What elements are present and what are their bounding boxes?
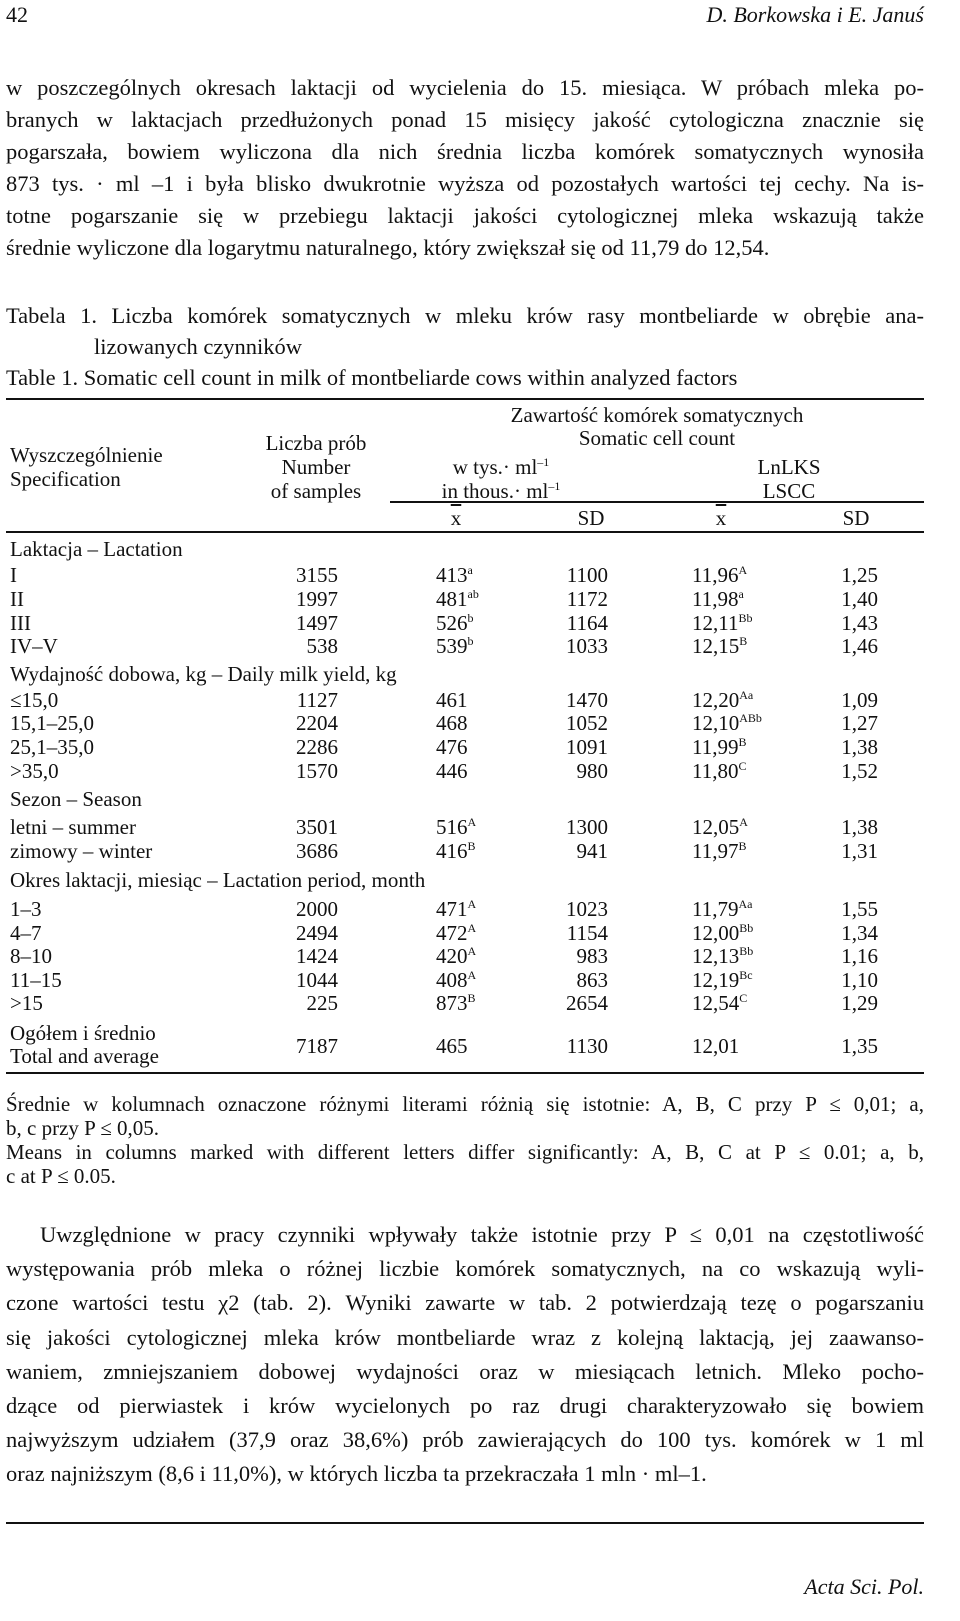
cell-ln-sd: 1,40 — [841, 587, 878, 611]
cell-ln-sd: 1,38 — [841, 735, 878, 759]
cell-sd: 863 — [576, 968, 608, 992]
caption-pl-line2: lizowanych czynników — [94, 334, 303, 359]
row-label: 15,1–25,0 — [10, 711, 94, 735]
footer-rule — [6, 1522, 924, 1524]
row-label: letni – summer — [10, 815, 136, 839]
table-notes — [6, 1092, 924, 1188]
header-lnlks: LnLKS — [757, 455, 821, 479]
cell-ln-mean: $12,19^{Bc}$ — [692, 968, 753, 992]
header-spec-pl: Wyszczególnienie — [10, 443, 163, 467]
header-sample-count — [246, 431, 386, 503]
cell-ln-mean: $12,11^{Bb}$ — [692, 611, 753, 635]
header-specification — [10, 443, 163, 491]
caption-en: Table 1. Somatic cell count in milk of montbeliarde cows within analyzed factors — [6, 365, 738, 390]
text-line: średnie wyliczone dla logarytmu naturalnego, który zwiększał się od 11,79 do 12,54. — [6, 235, 770, 260]
cell-mean: 476 — [436, 735, 468, 759]
cell-ln-mean: $12,13^{Bb}$ — [692, 944, 754, 968]
cell-ln-sd: 1,31 — [841, 839, 878, 863]
cell-mean: 539$^b$ — [436, 634, 474, 658]
cell-ln-sd: 1,29 — [841, 991, 878, 1015]
text-line: się jakości cytologicznej mleka krów montbeliarde wraz z kolejną laktacją, jej zaawanso- — [6, 1324, 924, 1350]
table-bottom-rule — [6, 1072, 924, 1074]
header-mean-2: $\overline{x}$ — [715, 506, 727, 530]
cell-ln-mean: $11,96^A$ — [692, 563, 748, 587]
note-en-line1: Means in columns marked with different letters differ significantly: A, B, C at P ≤ 0.01; a, b, — [6, 1140, 924, 1164]
cell-ln-sd: 1,09 — [841, 688, 878, 712]
cell-n: 2204 — [296, 711, 338, 735]
cell-n: 225 — [306, 991, 338, 1015]
total-sd: 1130 — [566, 1034, 608, 1058]
total-n: 7187 — [296, 1034, 338, 1058]
cell-mean: 413$^a$ — [436, 563, 473, 587]
cell-sd: 1100 — [566, 563, 608, 587]
cell-n: 3501 — [296, 815, 338, 839]
text-line: w poszczególnych okresach laktacji od wycielenia do 15. miesiąca. W próbach mleka po- — [6, 75, 924, 100]
cell-mean: $471^A$ — [436, 897, 477, 921]
cell-ln-mean: $12,54^C$ — [692, 991, 748, 1015]
cell-ln-sd: 1,46 — [841, 634, 878, 658]
table-top-rule — [6, 398, 924, 400]
cell-ln-sd: 1,16 — [841, 944, 878, 968]
header-sd-2: SD — [842, 506, 870, 530]
cell-sd: 1164 — [566, 611, 608, 635]
cell-ln-sd: 1,25 — [841, 563, 878, 587]
row-label: zimowy – winter — [10, 839, 153, 863]
cell-ln-sd: 1,55 — [841, 897, 878, 921]
group-label: Okres laktacji, miesiąc – Lactation period, month — [10, 868, 426, 892]
page-number: 42 — [6, 2, 28, 27]
text-line: branych w laktacjach przedłużonych ponad 15 misięcy jakość cytologiczna znacznie się — [6, 107, 924, 132]
cell-ln-mean: $12,10^{ABb}$ — [692, 711, 762, 735]
cell-sd: 1033 — [566, 634, 608, 658]
cell-ln-mean: $11,79^{Aa}$ — [692, 897, 753, 921]
cell-ln-mean: $11,80^C$ — [692, 759, 747, 783]
cell-ln-sd: 1,27 — [841, 711, 878, 735]
header-count-en1: Number — [281, 455, 351, 479]
row-label: 25,1–35,0 — [10, 735, 94, 759]
cell-n: 538 — [306, 634, 338, 658]
total-mean: 465 — [436, 1034, 468, 1058]
header-mean-1: $\overline{x}$ — [450, 506, 462, 530]
cell-n: 2000 — [296, 897, 338, 921]
cell-sd: 1154 — [566, 921, 608, 945]
row-label: II — [10, 587, 24, 611]
cell-sd: 1023 — [566, 897, 608, 921]
text-line: totne pogarszanie się w przebiegu laktacji jakości cytologicznej mleka wskazują także — [6, 203, 924, 228]
cell-n: 3686 — [296, 839, 338, 863]
text-line: najwyższym udziałem (37,9 oraz 38,6%) prób zawierających do 100 tys. komórek w 1 ml — [6, 1427, 924, 1453]
cell-mean: $420^A$ — [436, 944, 477, 968]
total-ln-sd: 1,35 — [841, 1034, 878, 1058]
cell-mean: 526$^b$ — [436, 611, 474, 635]
intro-paragraph — [6, 72, 924, 264]
cell-ln-sd: 1,43 — [841, 611, 878, 635]
header-scc-en: Somatic cell count — [578, 426, 736, 450]
row-label: >15 — [10, 991, 43, 1015]
cell-ln-mean: 11,98$^a$ — [692, 587, 744, 611]
header-sd-1: SD — [577, 506, 605, 530]
cell-sd: 941 — [576, 839, 608, 863]
cell-mean: $516^A$ — [436, 815, 477, 839]
text-line: czone wartości testu χ2 (tab. 2). Wyniki zawarte w tab. 2 potwierdzają tezę o pogarszaniu — [6, 1290, 924, 1316]
header-lscc: LSCC — [762, 479, 816, 503]
note-en-line2: c at P ≤ 0.05. — [6, 1164, 116, 1188]
group-label: Wydajność dobowa, kg – Daily milk yield, kg — [10, 662, 397, 686]
cell-mean: $416^B$ — [436, 839, 476, 863]
cell-ln-sd: 1,52 — [841, 759, 878, 783]
text-line: oraz najniższym (8,6 i 11,0%), w których liczba ta przekraczała 1 mln · ml–1. — [6, 1461, 707, 1487]
row-label: >35,0 — [10, 759, 59, 783]
text-line: waniem, zmniejszaniem dobowej wydajności oraz w miesiącach letnich. Mleko pocho- — [6, 1358, 924, 1384]
cell-n: 2494 — [296, 921, 338, 945]
header-spec-en: Specification — [10, 467, 121, 491]
cell-ln-sd: 1,38 — [841, 815, 878, 839]
header-count-en2: of samples — [270, 479, 362, 503]
row-label: IV–V — [10, 634, 58, 658]
header-bottom-rule — [6, 531, 924, 533]
closing-paragraph — [6, 1218, 924, 1492]
cell-n: 2286 — [296, 735, 338, 759]
total-label-pl: Ogółem i średnio — [10, 1021, 156, 1045]
data-table — [6, 398, 924, 1078]
row-label: ≤15,0 — [10, 688, 59, 712]
cell-sd: 2654 — [566, 991, 608, 1015]
cell-sd: 1052 — [566, 711, 608, 735]
cell-n: 3155 — [296, 563, 338, 587]
total-row-label — [10, 1022, 159, 1068]
cell-mean: $873^B$ — [436, 991, 476, 1015]
cell-ln-mean: $12,00^{Bb}$ — [692, 921, 754, 945]
cell-n: 1424 — [296, 944, 338, 968]
row-label: 4–7 — [10, 921, 42, 945]
cell-mean: 446 — [436, 759, 468, 783]
text-line: pogarszała, bowiem wyliczona dla nich średnia liczba komórek somatycznych wynosiła — [6, 139, 924, 164]
cell-mean: 461 — [436, 688, 468, 712]
header-log — [694, 455, 884, 503]
cell-n: 1570 — [296, 759, 338, 783]
cell-n: 1044 — [296, 968, 338, 992]
cell-ln-mean: $11,99^B$ — [692, 735, 747, 759]
row-label: III — [10, 611, 31, 635]
cell-sd: 1470 — [566, 688, 608, 712]
cell-mean: $481^{ab}$ — [436, 587, 479, 611]
cell-ln-sd: 1,10 — [841, 968, 878, 992]
caption-pl-line1: Tabela 1. Liczba komórek somatycznych w mleku krów rasy montbeliarde w obrębie ana- — [6, 303, 924, 328]
cell-n: 1127 — [296, 688, 338, 712]
cell-ln-mean: $12,05^A$ — [692, 815, 748, 839]
cell-mean: $408^A$ — [436, 968, 477, 992]
total-label-en: Total and average — [10, 1044, 159, 1068]
table-caption — [6, 300, 924, 393]
row-label: I — [10, 563, 17, 587]
header-count-pl: Liczba prób — [265, 431, 367, 455]
header-thous-en: in thous.· $ml^{-1}$ — [441, 479, 561, 503]
row-label: 1–3 — [10, 897, 42, 921]
cell-ln-mean: $12,20^{Aa}$ — [692, 688, 754, 712]
cell-sd: 1300 — [566, 815, 608, 839]
text-line: występowania prób mleka o różnej liczbie komórek somatycznych, na co wskazują wyli- — [6, 1256, 924, 1282]
cell-sd: 980 — [576, 759, 608, 783]
cell-n: 1997 — [296, 587, 338, 611]
running-header-authors: D. Borkowska i E. Januś — [706, 2, 924, 27]
cell-mean: $472^A$ — [436, 921, 477, 945]
group-label: Sezon – Season — [10, 787, 142, 811]
cell-n: 1497 — [296, 611, 338, 635]
cell-ln-sd: 1,34 — [841, 921, 878, 945]
row-label: 8–10 — [10, 944, 52, 968]
footer-journal: Acta Sci. Pol. — [804, 1574, 924, 1599]
cell-ln-mean: $12,15^B$ — [692, 634, 748, 658]
text-line: Uwzględnione w pracy czynniki wpływały także istotnie przy P ≤ 0,01 na częstotliwość — [40, 1222, 924, 1247]
header-scc-pl: Zawartość komórek somatycznych — [510, 403, 804, 427]
cell-sd: 983 — [576, 944, 608, 968]
cell-sd: 1091 — [566, 735, 608, 759]
note-pl-line2: b, c przy P ≤ 0,05. — [6, 1116, 160, 1140]
row-label: 11–15 — [10, 968, 62, 992]
header-thous-pl: w $tys.\cdot ml^{-1}$ — [452, 455, 550, 479]
text-line: dzące od pierwiastek i krów wycielonych po raz drugi charakteryzowało się bowiem — [6, 1393, 924, 1419]
note-pl-line1: Średnie w kolumnach oznaczone różnymi literami różnią się istotnie: A, B, C przy P ≤ 0,01; a, — [6, 1092, 924, 1116]
header-thousands — [406, 455, 596, 503]
total-ln: 12,01 — [692, 1034, 740, 1058]
text-line: 873 tys. · ml –1 i była blisko dwukrotnie wyższa od pozostałych wartości tej cechy. Na is- — [6, 171, 924, 196]
cell-mean: 468 — [436, 711, 468, 735]
header-scc-group — [390, 404, 924, 450]
cell-ln-mean: $11,97^B$ — [692, 839, 747, 863]
cell-sd: 1172 — [566, 587, 608, 611]
group-label: Laktacja – Lactation — [10, 537, 183, 561]
